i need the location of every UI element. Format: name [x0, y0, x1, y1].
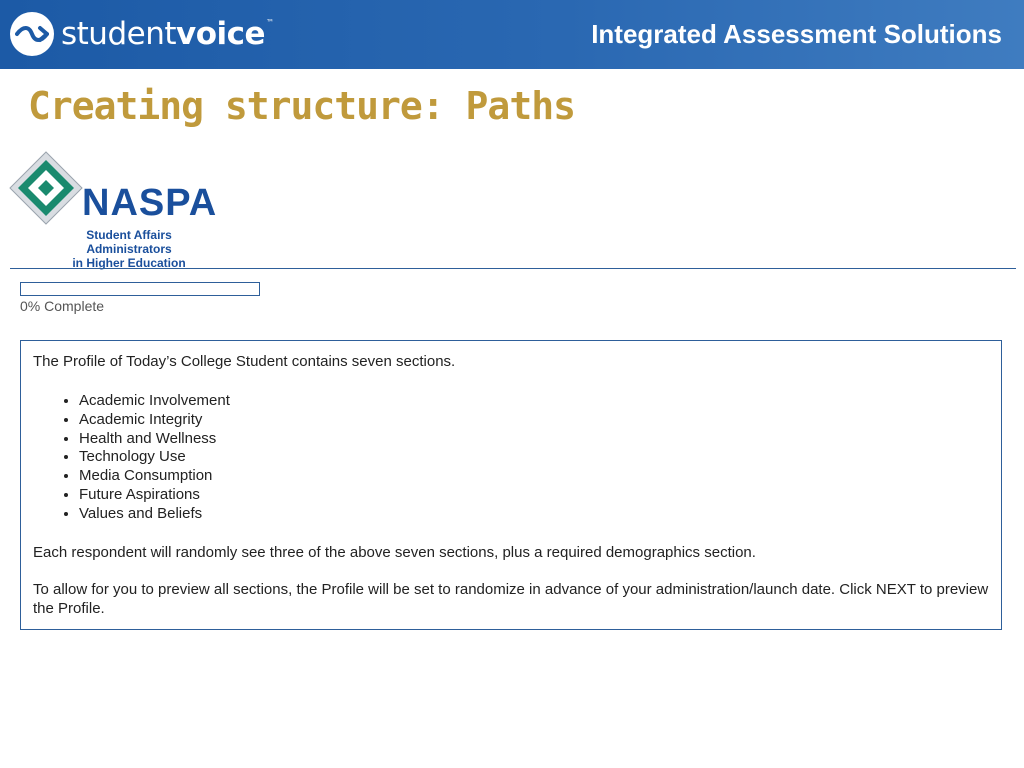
list-item: • Values and Beliefs	[79, 505, 989, 524]
list-item: • Technology Use	[79, 448, 989, 467]
progress-bar	[20, 282, 260, 296]
naspa-subtitle	[44, 228, 214, 270]
naspa-diamond-icon	[8, 150, 88, 230]
logo-text-light: student	[61, 15, 177, 52]
naspa-logo	[8, 150, 218, 270]
list-item: • Future Aspirations	[79, 486, 989, 505]
naspa-subtitle-line1: Student Affairs Administrators	[86, 228, 172, 256]
list-item: • Health and Wellness	[79, 430, 989, 449]
logo-trademark: ™	[266, 17, 274, 27]
header-banner	[0, 0, 1024, 69]
list-item: • Media Consumption	[79, 467, 989, 486]
intro-text: The Profile of Today’s College Student contains seven sections.	[33, 353, 456, 370]
naspa-name: NASPA	[82, 182, 218, 224]
survey-intro-panel	[20, 340, 1002, 630]
randomization-text: Each respondent will randomly see three of the above seven sections, plus a required demographics section.	[33, 543, 756, 561]
studentvoice-logo[interactable]	[10, 11, 274, 57]
section-list	[33, 392, 989, 524]
logo-text-bold: voice	[176, 15, 266, 52]
progress-label: 0% Complete	[20, 298, 105, 314]
naspa-subtitle-line2: in Higher Education	[72, 256, 186, 270]
list-item: • Academic Integrity	[79, 411, 989, 430]
studentvoice-arrow-icon	[10, 12, 54, 56]
header-tagline: Integrated Assessment Solutions	[591, 19, 1002, 49]
studentvoice-wordmark	[61, 15, 274, 52]
preview-instructions-text: To allow for you to preview all sections, the Profile will be set to randomize in advance of your administration/launch date. Click NEXT to preview the Profile.	[33, 580, 989, 617]
list-item: • Academic Involvement	[79, 392, 989, 411]
page-title: Creating structure: Paths	[28, 84, 575, 128]
header-divider	[10, 268, 1016, 269]
